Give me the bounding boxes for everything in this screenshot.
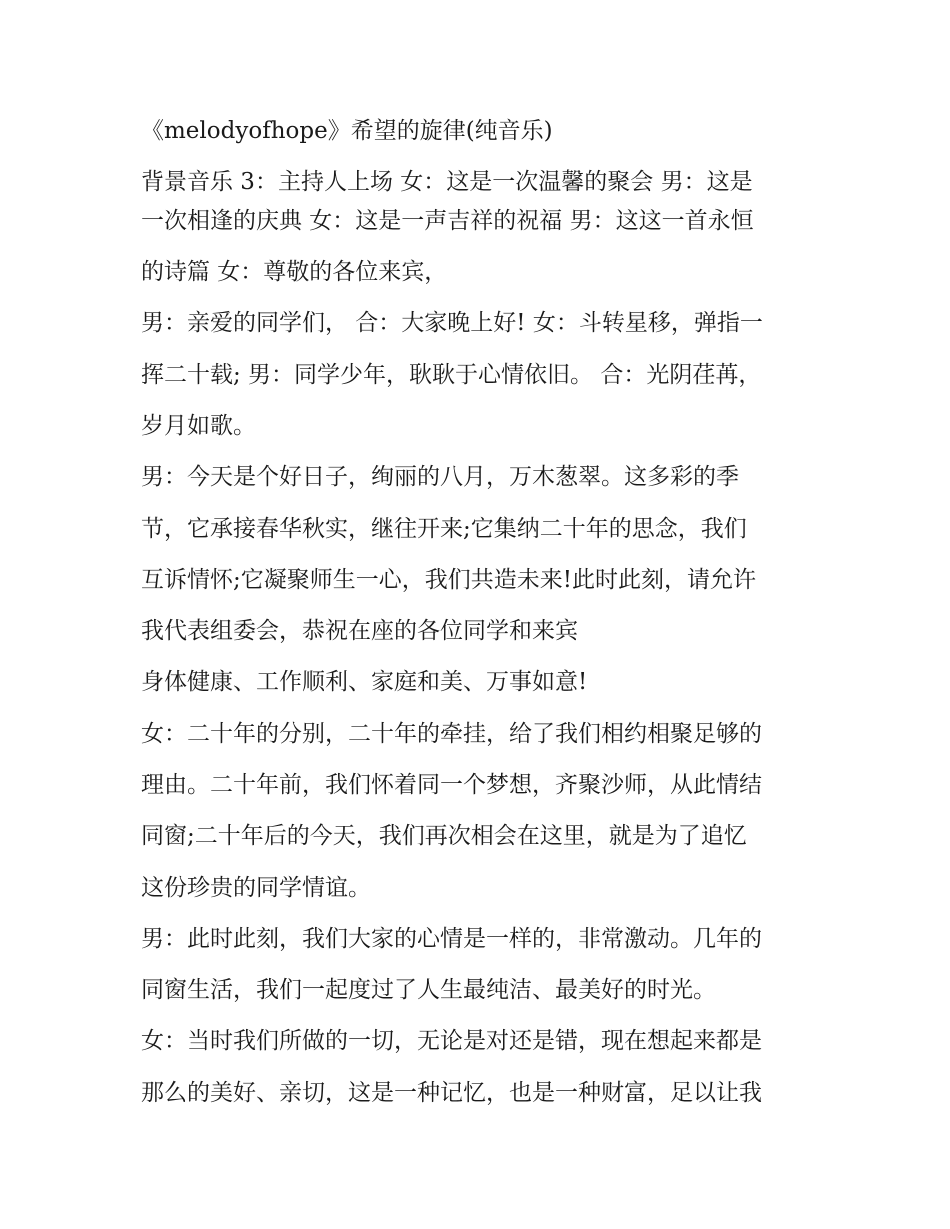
text-line: 身体健康、工作顺利、家庭和美、万事如意! <box>141 669 588 696</box>
text-line: 这份珍贵的同学情谊。 <box>141 874 371 901</box>
text-line: 同窗;二十年后的今天，我们再次相会在这里，就是为了追忆 <box>141 823 747 850</box>
text-line: 的诗篇 女：尊敬的各位来宾， <box>141 259 448 286</box>
text-line: 我代表组委会，恭祝在座的各位同学和来宾 <box>141 618 578 645</box>
text-line: 挥二十载; 男：同学少年，耿耿于心情依旧。 合：光阴荏苒， <box>141 361 762 388</box>
text-line: 节，它承接春华秋实，继往开来;它集纳二十年的思念，我们 <box>141 515 747 542</box>
text-line: 同窗生活，我们一起度过了人生最纯洁、最美好的时光。 <box>141 977 716 1004</box>
text-line: 女：二十年的分别，二十年的牵挂，给了我们相约相聚足够的 <box>141 720 762 747</box>
text-line: 男：亲爱的同学们， 合：大家晚上好! 女：斗转星移，弹指一 <box>141 310 763 337</box>
title-line: 《melodyofhope》希望的旋律(纯音乐) <box>141 118 553 144</box>
document-body <box>141 112 821 1112</box>
text-line: 女：当时我们所做的一切，无论是对还是错，现在想起来都是 <box>141 1028 762 1055</box>
text-line: 那么的美好、亲切，这是一种记忆，也是一种财富，足以让我 <box>141 1079 762 1106</box>
text-line: 理由。二十年前，我们怀着同一个梦想，齐聚沙师，从此情结 <box>141 771 762 798</box>
text-line: 互诉情怀;它凝聚师生一心，我们共造未来!此时此刻，请允许 <box>141 566 756 593</box>
text-line: 男：此时此刻，我们大家的心情是一样的，非常激动。几年的 <box>141 925 762 952</box>
text-line: 一次相逢的庆典 女：这是一声吉祥的祝福 男：这这一首永恒 <box>141 207 754 234</box>
text-line: 岁月如歌。 <box>141 413 256 439</box>
text-line: 男：今天是个好日子，绚丽的八月，万木葱翠。这多彩的季 <box>141 464 739 491</box>
text-line: 背景音乐 3：主持人上场 女：这是一次温馨的聚会 男：这是 <box>141 169 753 196</box>
